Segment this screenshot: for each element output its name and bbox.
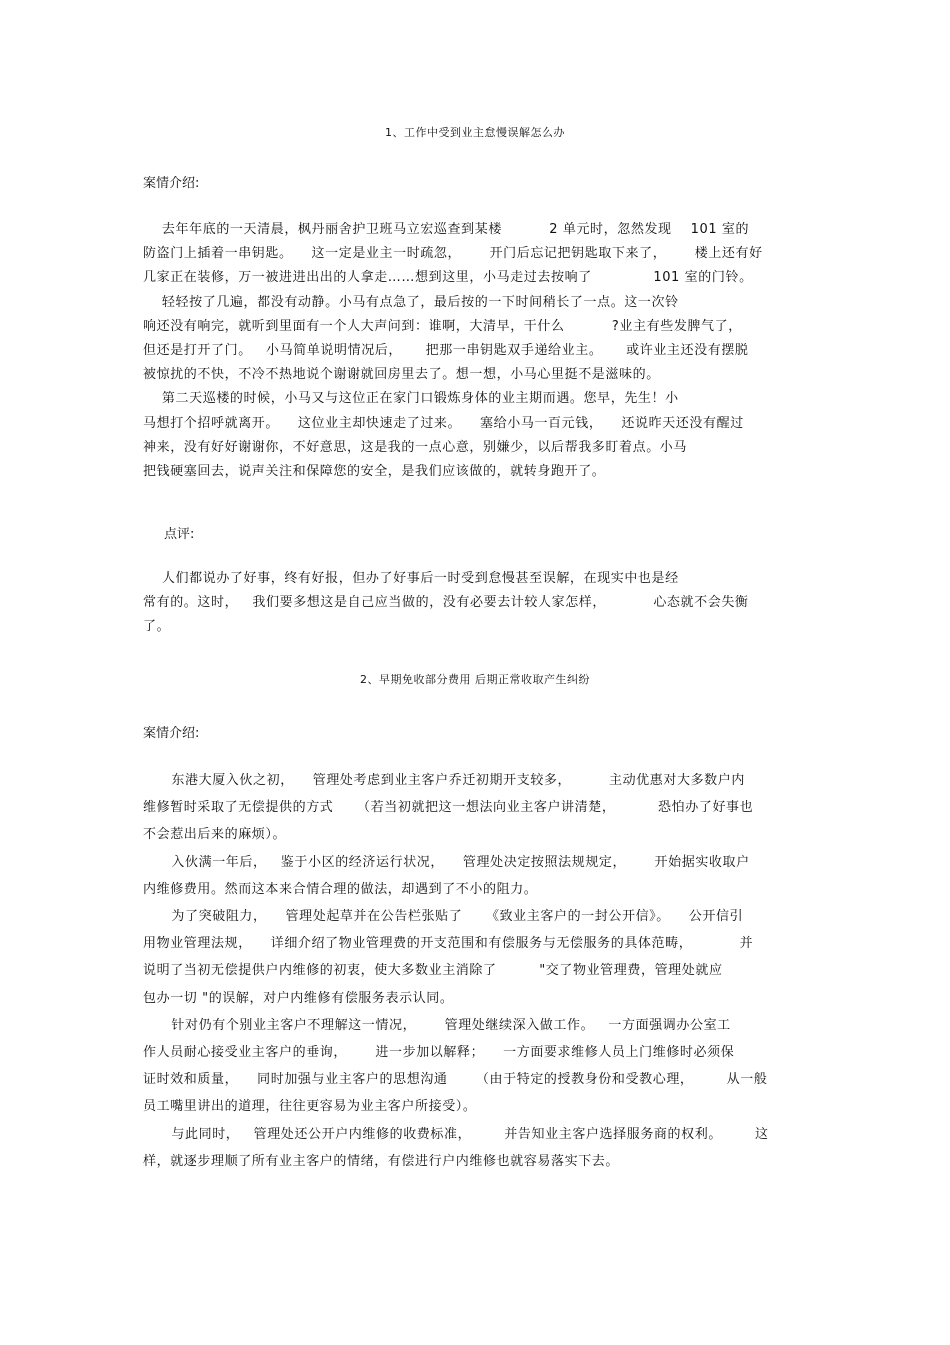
text-line: 内维修费用。然而这本来合情合理的做法，却遇到了不小的阻力。 (143, 881, 538, 897)
text-line: 针对仍有个别业主客户不理解这一情况， 管理处继续深入做工作。 一方面强调办公室工 (143, 1017, 731, 1033)
text-line: 作人员耐心接受业主客户的垂询， 进一步加以解释； 一方面要求维修人员上门维修时必须保 (143, 1045, 735, 1060)
section1-title: 1、工作中受到业主怠慢误解怎么办 (385, 126, 565, 139)
text-line: 东港大厦入伙之初， 管理处考虑到业主客户乔迁初期开支较多， 主动优惠对大多数户内 (143, 773, 745, 788)
text-line: 样，就逐步理顺了所有业主客户的情绪，有偿进行户内维修也就容易落实下去。 (143, 1153, 620, 1169)
section1-comment-label: 点评: (164, 527, 195, 542)
text-line: 不会惹出后来的麻烦）。 (143, 827, 287, 843)
text-line: 神来，没有好好谢谢你，不好意思，这是我的一点心意，别嫌少，以后帮我多盯着点。小马 (143, 439, 688, 455)
text-line: 响还没有响完，就听到里面有一个人大声问到：谁啊，大清早，干什么 ?业主有些发脾气了， (143, 318, 742, 334)
text-line: 防盗门上插着一串钥匙。 这一定是业主一时疏忽， 开门后忘记把钥匙取下来了， 楼上还有好 (143, 246, 763, 262)
text-line: 证时效和质量， 同时加强与业主客户的思想沟通 （由于特定的授教身份和受教心理， 从一般 (143, 1072, 768, 1088)
text-line: 入伙满一年后， 鉴于小区的经济运行状况， 管理处决定按照法规规定， 开始据实收取户 (143, 854, 750, 870)
text-line: 马想打个招呼就离开。 这位业主却快速走了过来。 塞给小马一百元钱， 还说昨天还没有醒过 (143, 415, 744, 431)
section1-case-label: 案情介绍: (143, 176, 200, 191)
text-line: 员工嘴里讲出的道理，往往更容易为业主客户所接受）。 (143, 1099, 477, 1115)
text-line: 第二天巡楼的时候，小马又与这位正在家门口锻炼身体的业主期而遇。您早，先生！小 (143, 391, 679, 407)
text-line: 了。 (143, 619, 171, 634)
text-line: 把钱硬塞回去，说声关注和保障您的安全，是我们应该做的，就转身跑开了。 (143, 464, 606, 479)
text-line: 用物业管理法规， 详细介绍了物业管理费的开支范围和有偿服务与无偿服务的具体范畴， 并 (143, 936, 754, 952)
text-line: 说明了当初无偿提供户内维修的初衷，使大多数业主消除了 "交了物业管理费，管理处就应 (143, 963, 723, 979)
text-line: 但还是打开了门。 小马简单说明情况后， 把那一串钥匙双手递给业主。 或许业主还没有摆脱 (143, 343, 749, 358)
text-line: 包办一切 "的误解，对户内维修有偿服务表示认同。 (143, 990, 454, 1006)
text-line: 去年年底的一天清晨，枫丹丽舍护卫班马立宏巡查到某楼 2 单元时，忽然发现 101 室的 (143, 222, 750, 237)
text-line: 常有的。这时， 我们要多想这是自己应当做的，没有必要去计较人家怎样， 心态就不会失衡 (143, 595, 749, 610)
text-line: 与此同时， 管理处还公开户内维修的收费标准， 并告知业主客户选择服务商的权利。 这 (143, 1126, 769, 1142)
section2-title: 2、早期免收部分费用 后期正常收取产生纠纷 (360, 673, 590, 686)
text-line: 为了突破阻力， 管理处起草并在公告栏张贴了 《致业主客户的一封公开信》。 公开信引 (143, 909, 744, 924)
text-line: 维修暂时采取了无偿提供的方式 （若当初就把这一想法向业主客户讲清楚， 恐怕办了好事也 (143, 800, 754, 816)
text-line: 被惊扰的不快，不冷不热地说个谢谢就回房里去了。想一想，小马心里挺不是滋味的。 (143, 367, 660, 383)
text-line: 人们都说办了好事，终有好报，但办了好事后一时受到怠慢甚至误解，在现实中也是经 (143, 571, 679, 586)
section2-case-label: 案情介绍: (143, 726, 200, 741)
text-line: 轻轻按了几遍，都没有动静。小马有点急了，最后按的一下时间稍长了一点。这一次铃 (143, 294, 679, 310)
text-line: 几家正在装修，万一被进进出出的人拿走……想到这里，小马走过去按响了 101 室的门铃。 (143, 270, 753, 286)
